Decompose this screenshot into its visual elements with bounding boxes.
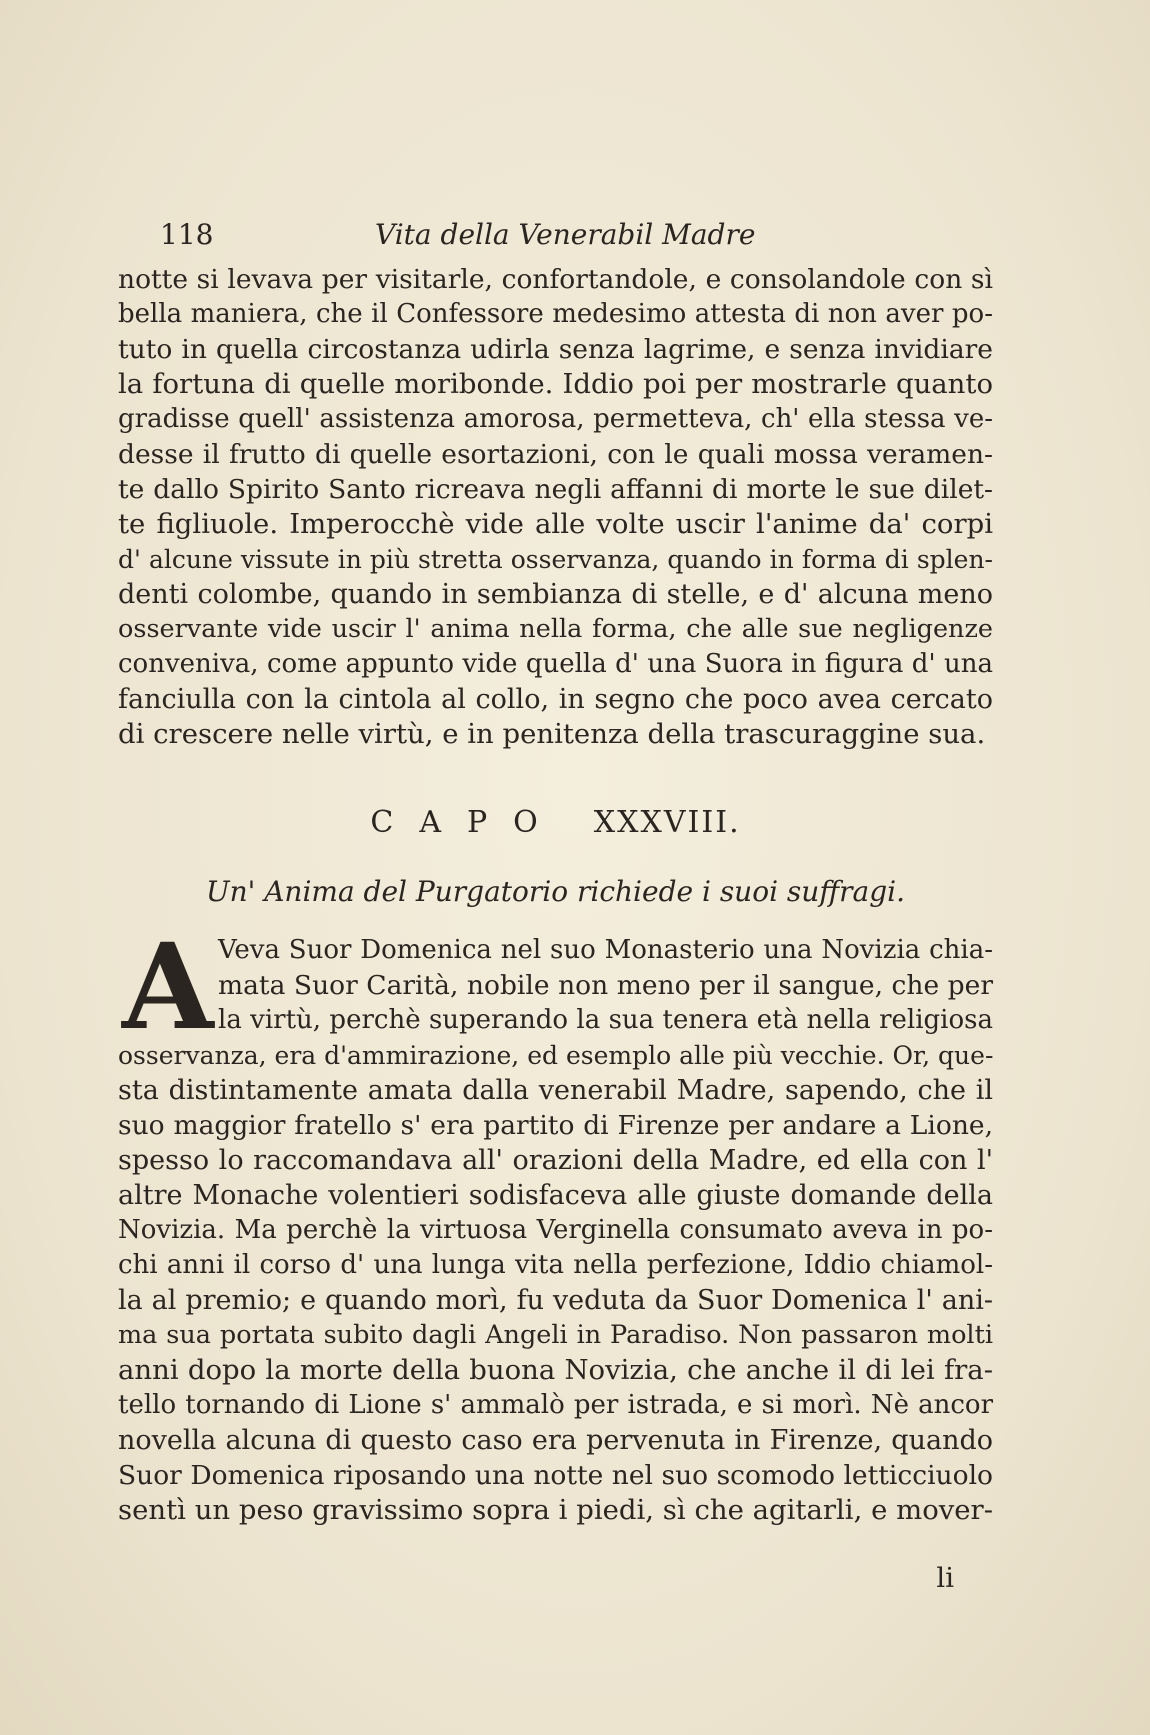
- page-number: 118: [160, 218, 214, 251]
- text-line: desse il frutto di quelle esortazioni, con le quali mossa veramen-: [118, 439, 993, 470]
- page-header: [160, 218, 860, 254]
- text-line: spesso lo raccomandava all' orazioni della Madre, ed ella con l': [118, 1145, 993, 1176]
- text-line: te figliuole. Imperocchè vide alle volte uscir l'anime da' corpi: [118, 508, 993, 540]
- text-line: sta distintamente amata dalla venerabil Madre, sapendo, che il: [118, 1075, 993, 1106]
- text-line: novella alcuna di questo caso era pervenuta in Firenze, quando: [118, 1425, 993, 1456]
- text-line: mata Suor Carità, nobile non meno per il sangue, che per: [218, 970, 993, 1001]
- text-line: chi anni il corso d' una lunga vita nella perfezione, Iddio chiamol-: [118, 1250, 993, 1280]
- chapter-subtitle: Un' Anima del Purgatorio richiede i suoi suffragi.: [205, 875, 906, 908]
- text-line: la al premio; e quando morì, fu veduta da Suor Domenica l' ani-: [118, 1285, 993, 1316]
- text-line: ma sua portata subito dagli Angeli in Paradiso. Non passaron molti: [118, 1320, 993, 1350]
- text-line: bella maniera, che il Confessore medesimo attesta di non aver po-: [118, 299, 993, 329]
- chapter-numeral: XXXVIII.: [593, 805, 741, 840]
- text-line: denti colombe, quando in sembianza di stelle, e d' alcuna meno: [118, 579, 993, 610]
- text-line: la virtù, perchè superando la sua tenera età nella religiosa: [218, 1005, 993, 1035]
- paragraph-1: [118, 262, 993, 752]
- drop-cap: A: [122, 917, 214, 1056]
- text-line: Veva Suor Domenica nel suo Monasterio una Novizia chia-: [218, 935, 993, 965]
- chapter-word: CAPO: [370, 805, 564, 840]
- text-line: conveniva, come appunto vide quella d' una Suora in figura d' una: [118, 649, 993, 679]
- text-line: anni dopo la morte della buona Novizia, che anche il di lei fra-: [118, 1354, 993, 1386]
- text-line: Novizia. Ma perchè la virtuosa Verginella consumato aveva in po-: [118, 1215, 993, 1245]
- paragraph-2: [118, 917, 994, 1528]
- text-line: osservante vide uscir l' anima nella forma, che alle sue negligenze: [118, 614, 993, 644]
- text-line: altre Monache volentieri sodisfaceva alle giuste domande della: [118, 1180, 993, 1211]
- catchword: li: [936, 1562, 954, 1594]
- text-line: di crescere nelle virtù, e in penitenza della trascuraggine sua.: [118, 718, 986, 750]
- text-line: d' alcune vissute in più stretta osservanza, quando in forma di splen-: [118, 545, 993, 574]
- text-line: osservanza, era d'ammirazione, ed esemplo alle più vecchie. Or, que-: [118, 1041, 994, 1070]
- text-line: te dallo Spirito Santo ricreava negli affanni di morte le sue dilet-: [118, 474, 993, 505]
- text-line: la fortuna di quelle moribonde. Iddio poi per mostrarle quanto: [118, 368, 993, 400]
- running-title: Vita della Venerabil Madre: [375, 218, 756, 251]
- chapter-heading: [118, 805, 993, 840]
- text-line: notte si levava per visitarle, confortandole, e consolandole con sì: [118, 264, 993, 295]
- text-line: tello tornando di Lione s' ammalò per istrada, e si morì. Nè ancor: [118, 1390, 993, 1420]
- text-line: tuto in quella circostanza udirla senza lagrime, e senza invidiare: [118, 334, 993, 365]
- text-line: Suor Domenica riposando una notte nel suo scomodo letticciuolo: [118, 1460, 993, 1491]
- text-line: fanciulla con la cintola al collo, in segno che poco avea cercato: [118, 684, 993, 715]
- text-line: suo maggior fratello s' era partito di Firenze per andare a Lione,: [118, 1110, 993, 1141]
- text-line: gradisse quell' assistenza amorosa, permetteva, ch' ella stessa ve-: [118, 404, 993, 434]
- text-line: sentì un peso gravissimo sopra i piedi, sì che agitarli, e mover-: [118, 1494, 993, 1526]
